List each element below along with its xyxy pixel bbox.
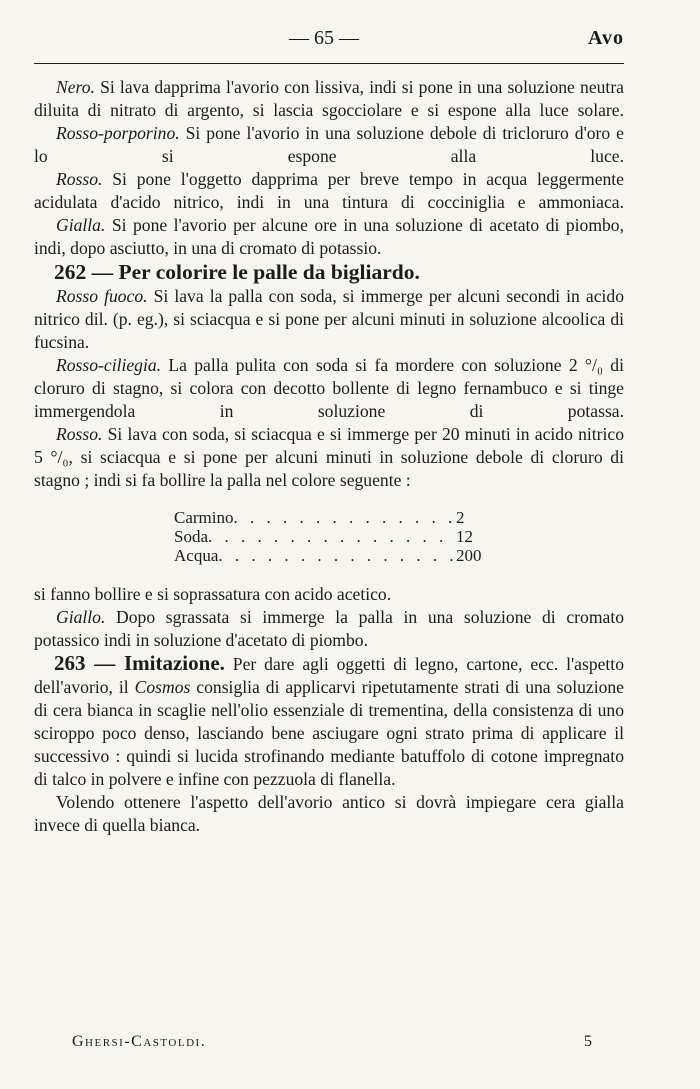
cosmos-reference: Cosmos [134,677,191,697]
recipe-table [174,508,486,565]
term: Rosso fuoco. [56,286,148,306]
leader-dots [208,527,456,546]
paragraph-text: Si lava la palla con soda, si immerge per alcuni secondi in acido nitrico dil. (p. eg.), si sciacqua e si pone per alcuni minuti in soluzione alcoolica di fucsina. [34,286,625,352]
paragraph-rosso-ciliegia [34,354,624,423]
term: Giallo. [56,607,106,627]
term: Rosso. [56,169,103,189]
paragraph-rosso-2 [34,423,624,492]
leader-dots [218,546,456,565]
paragraph-text: Dopo sgrassata si immerge la palla in una soluzione di cromato potassico indi in soluzione d'acetato di piombo. [34,607,624,650]
ingredient-qty: 2 [456,508,465,527]
ingredient-name: Carmino [174,508,234,527]
paragraph-text: Si lava dapprima l'avorio con lissiva, indi si pone in una soluzione neutra diluita di nitrato di argento, si lascia sgocciolare e si espone alla luce solare. [34,77,624,120]
running-header [34,27,624,55]
ingredient-name: Soda [174,527,208,546]
recipe-row [174,508,486,527]
paragraph-text: Si pone l'avorio in una soluzione debole di tricloruro d'oro e lo si espone alla luce. [34,123,624,166]
page-footer [72,1033,592,1051]
section-title: — Imitazione. [85,651,225,675]
paragraph-giallo [34,606,624,652]
header-rule [34,63,624,64]
ingredient-qty: 200 [456,546,482,565]
section-heading-262 [34,260,624,285]
leader-dots [234,508,457,527]
section-number: 262 [54,260,87,284]
term: Nero. [56,77,95,97]
paragraph-text: Si pone l'avorio per alcune ore in una soluzione di acetato di piombo, indi, dopo asciutto, in una di cromato di potassio. [34,215,624,258]
paragraph-gialla [34,214,624,260]
paragraph-closing: Volendo ottenere l'aspetto dell'avorio antico si dovrà impiegare cera gialla invece di quella bianca. [34,792,624,835]
recipe-row [174,546,486,565]
ingredient-qty: 12 [456,527,473,546]
header-keyword: Avo [588,27,624,49]
recipe-row [174,527,486,546]
section-paragraph-263 [34,652,624,791]
page-body [34,76,624,837]
paragraph-after-recipe: si fanno bollire e si soprassatura con acido acetico. [34,584,392,604]
paragraph-nero [34,76,624,122]
paragraph-text: Si lava con soda, si sciacqua e si immerge per 20 minuti in acido nitrico 5 °/₀, si sciacqua e si pone per alcuni minuti in soluzione debole di cloruro di stagno ; indi si fa bollire la palla nel colore seguente : [34,424,624,490]
paragraph-rosso [34,168,624,214]
section-number: 263 [54,651,86,675]
term: Rosso-porporino. [56,123,180,143]
page-number: — 65 — [289,27,359,49]
paragraph-text: consiglia di applicarvi ripetutamente strati di una soluzione di cera bianca in scaglie nell'olio essenziale di trementina, della consistenza di uno sciroppo poco denso, lasciando bene asciugare ogni strato prima di applicare il successivo : quindi si lucida strofinando mediante batuffolo di cotone impregnato di talco in polvere e infine con pezzuola di flanella. [34,677,624,789]
paragraph-text: La palla pulita con soda si fa mordere con soluzione 2 °/₀ di cloruro di stagno, si colora con decotto bollente di legno fernambuco e si tinge immergendola in soluzione di potassa. [34,355,624,421]
paragraph-text: Per dare agli oggetti di legno, cartone, ecc. l'aspetto dell'avorio, il [34,654,624,697]
section-title: — Per colorire le palle da bigliardo. [86,260,420,284]
term: Rosso-ciliegia. [56,355,162,375]
publisher-name: Ghersi-Castoldi. [72,1033,207,1050]
paragraph-rosso-fuoco [34,285,624,354]
ingredient-name: Acqua [174,546,219,565]
signature-mark: 5 [584,1033,592,1050]
paragraph-rosso-porporino [34,122,624,168]
term: Rosso. [56,424,103,444]
paragraph-text: Si pone l'oggetto dapprima per breve tempo in acqua leggermente acidulata d'acido nitrico, indi in una tintura di cocciniglia e ammoniaca. [34,169,624,212]
term: Gialla. [56,215,106,235]
